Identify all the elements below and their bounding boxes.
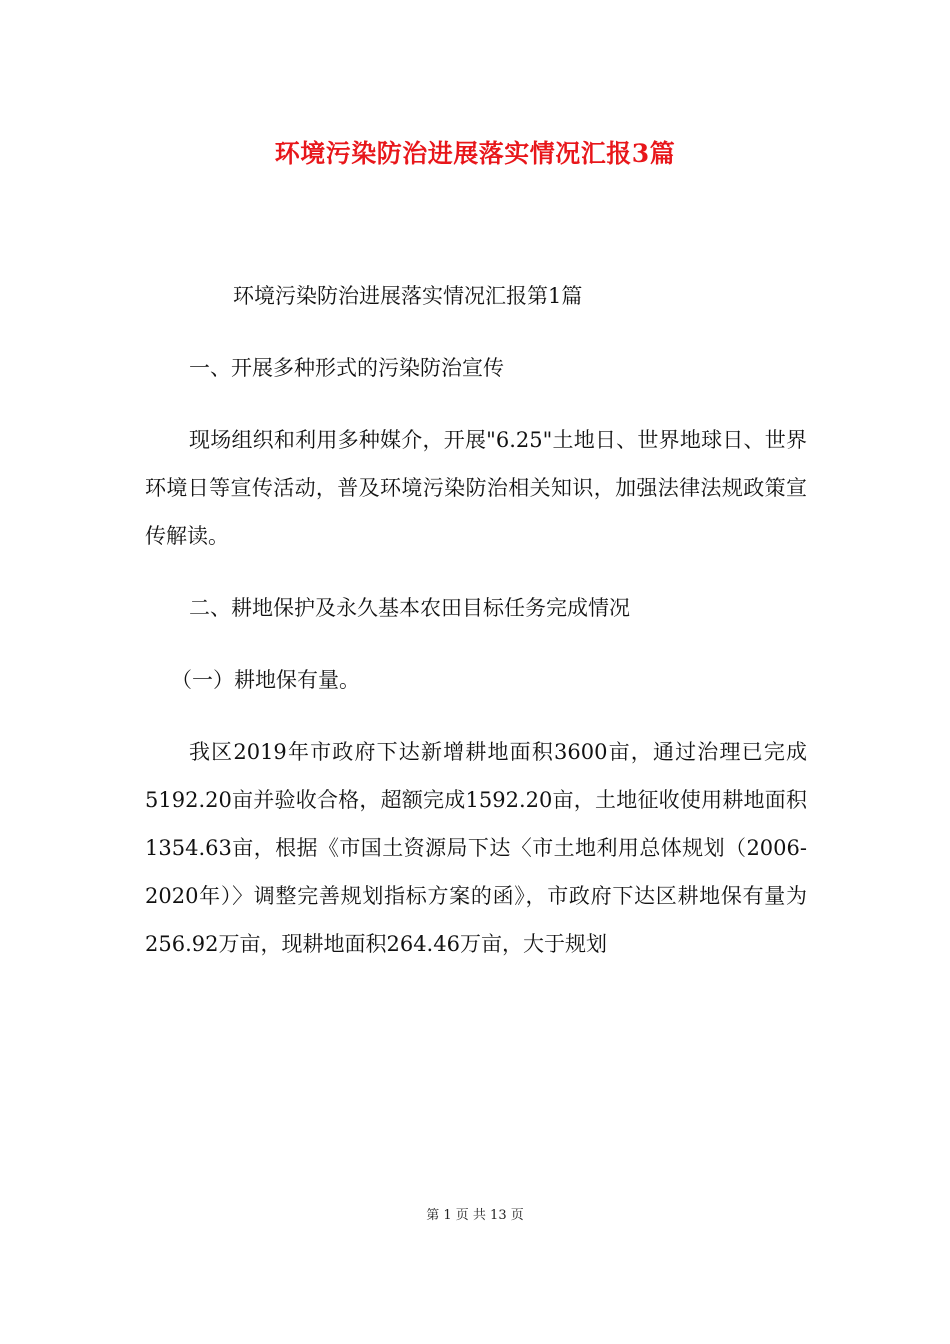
document-title: 环境污染防治进展落实情况汇报3篇	[274, 139, 676, 168]
subheading-one: （一）耕地保有量。	[171, 668, 360, 692]
section-title: 环境污染防治进展落实情况汇报第1篇	[233, 284, 583, 308]
paragraph-publicity: 现场组织和利用多种媒介，开展"6.25"土地日、世界地球日、世界环境日等宣传活动，普及环境污染防治相关知识，加强法律法规政策宣传解读。	[145, 428, 807, 548]
paragraph-farmland: 我区2019年市政府下达新增耕地面积3600亩，通过治理已完成5192.20亩并验收合格，超额完成1592.20亩，土地征收使用耕地面积1354.63亩，根据《市国土资源局下达〈市土地利用总体规划（2006-2020年）〉调整完善规划指标方案的函》，市政府下达区耕地保有量为256.92万亩，现耕地面积264.46万亩，大于规划	[145, 740, 807, 956]
page-footer: 第 1 页 共 13 页	[426, 1208, 524, 1223]
document-body	[145, 272, 807, 992]
heading-one: 一、开展多种形式的污染防治宣传	[189, 356, 504, 380]
heading-two: 二、耕地保护及永久基本农田目标任务完成情况	[189, 596, 630, 620]
